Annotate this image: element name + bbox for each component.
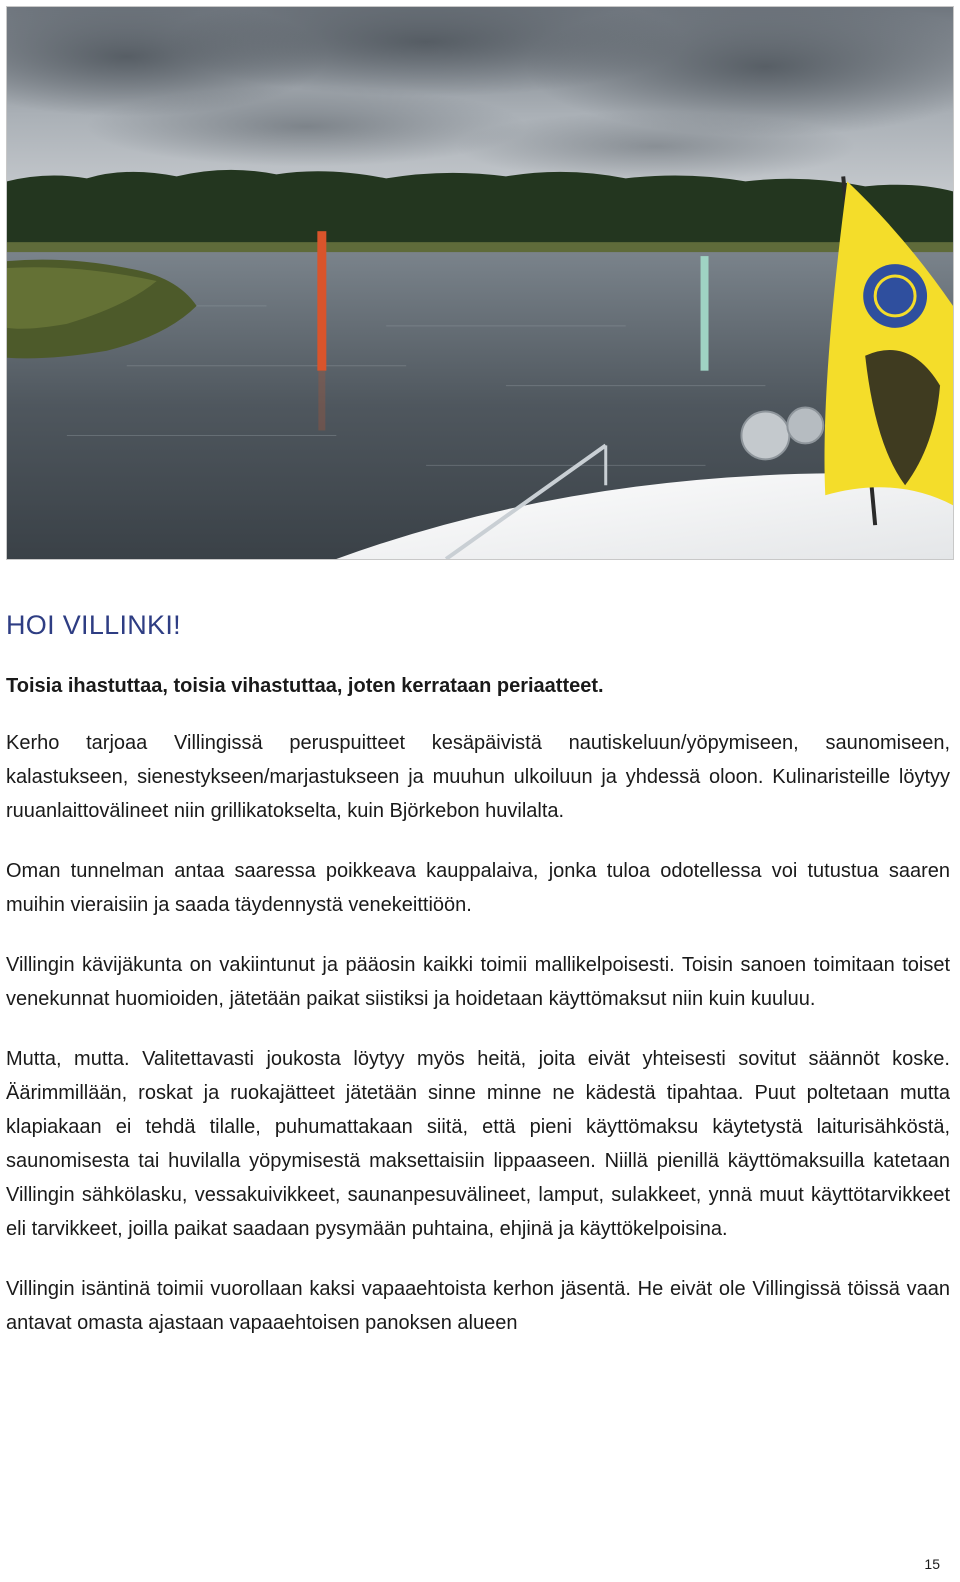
article: [6, 606, 950, 1340]
page-number: 15: [924, 1556, 940, 1572]
searchlight: [741, 412, 789, 460]
cover-photo: [6, 6, 954, 560]
red-spar-buoy: [317, 231, 326, 370]
article-lead: Toisia ihastuttaa, toisia vihastuttaa, joten kerrataan periaatteet.: [6, 675, 604, 697]
paragraph-1: Kerho tarjoaa Villingissä peruspuitteet kesäpäivistä nautiskeluun/yöpymiseen, saunomiseen, kalastukseen, sienestykseen/marjastukseen ja muuhun ulkoiluun ja yhdessä oloon. Kulinaristeille löytyy ruuanlaittovälineet niin grillikatokselta, kuin Björkebon huvilalta.: [6, 732, 950, 822]
paragraph-2: Oman tunnelman antaa saaressa poikkeava kauppalaiva, jonka tuloa odotellessa voi tutustua saaren muihin vieraisiin ja saada täydennystä venekeittiöön.: [6, 860, 950, 916]
flag-emblem: [863, 264, 927, 328]
paragraph-5: Villingin isäntinä toimii vuorollaan kaksi vapaaehtoista kerhon jäsentä. He eivät ole Villingissä töissä vaan antavat omasta ajastaan vapaaehtoisen panoksen alueen: [6, 1278, 950, 1334]
green-spar-buoy: [701, 256, 709, 371]
paragraph-3: Villingin kävijäkunta on vakiintunut ja pääosin kaikki toimii mallikelpoisesti. Toisin sanoen toimitaan toiset venekunnat huomioiden, jätetään paikat siistiksi ja hoidetaan käyttömaksut niin kuin kuuluu.: [6, 954, 950, 1010]
lake-boat-photo: [7, 7, 953, 559]
article-heading: HOI VILLINKI!: [6, 610, 181, 640]
paragraph-4: Mutta, mutta. Valitettavasti joukosta löytyy myös heitä, joita eivät yhteisesti sovitut säännöt koske. Äärimmillään, roskat ja ruokajätteet jätetään sinne minne ne kädestä tipahtaa. Puut poltetaan mutta klapiakaan ei tehdä tilalle, puhumattakaan siitä, että pieni käyttömaksu käytetystä laiturisähköstä, saunomisesta tai huvilalla yöpymisestä maksettaisiin lippaaseen. Niillä pienillä käyttömaksuilla katetaan Villingin sähkölasku, vessakuivikkeet, saunanpesuvälineet, lamput, sulakkeet, ynnä muut käyttötarvikkeet eli tarvikkeet, joilla paikat saadaan pysymään puhtaina, ehjinä ja käyttökelpoisina.: [6, 1048, 950, 1240]
